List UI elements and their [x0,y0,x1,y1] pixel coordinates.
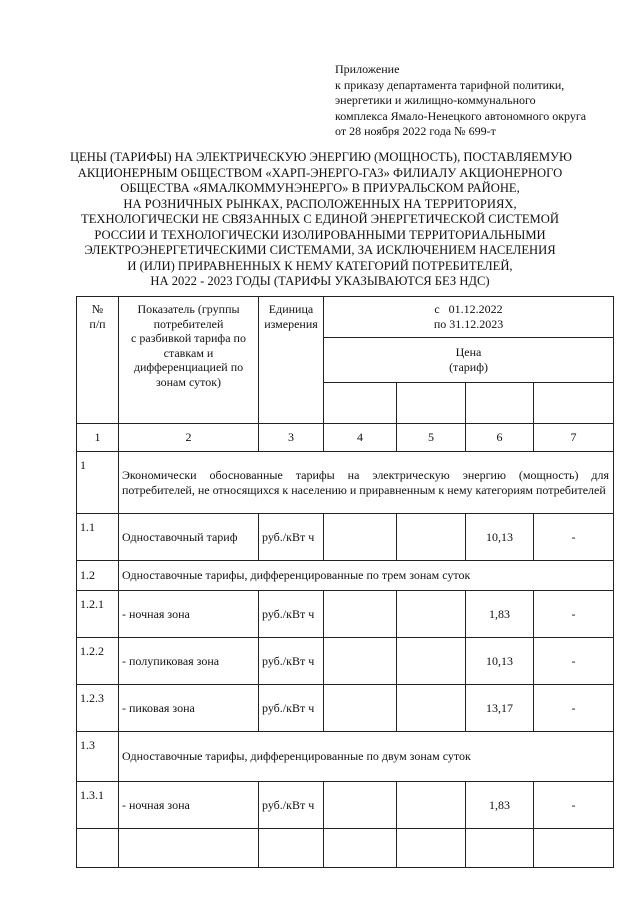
title-line: ТЕХНОЛОГИЧЕСКИ НЕ СВЯЗАННЫХ С ЕДИНОЙ ЭНЕРГЕТИЧЕСКОЙ СИСТЕМОЙ [81,212,559,226]
title-line: ЦЕНЫ (ТАРИФЫ) НА ЭЛЕКТРИЧЕСКУЮ ЭНЕРГИЮ (МОЩНОСТЬ), ПОСТАВЛЯЕМУЮ [70,150,572,164]
header-unit-line: Единица [268,302,314,316]
header-empty-cell [397,383,466,424]
header-price-line: (тариф) [449,360,488,374]
row-code: 1 [77,452,119,514]
header-period [324,297,614,338]
column-number: 1 [77,424,119,452]
table-row [77,591,614,638]
appendix-line: энергетики и жилищно-коммунального [335,93,536,107]
section-heading: Одноставочные тарифы, дифференцированные по двум зонам суток [119,732,614,782]
title-line: НА РОЗНИЧНЫХ РЫНКАХ, РАСПОЛОЖЕННЫХ НА ТЕРРИТОРИЯХ, [123,196,517,211]
table-row [77,732,614,782]
column-number: 4 [324,424,397,452]
column-number: 6 [466,424,534,452]
row-value-col4 [324,514,397,561]
header-empty-cell [534,383,614,424]
header-empty-cell [324,383,397,424]
section-heading: Одноставочные тарифы, дифференцированные по трем зонам суток [119,561,614,591]
table-row [77,561,614,591]
row-value-col7: - [534,685,614,732]
header-period-start: с 01.12.2022 [434,302,503,316]
title-line: РОССИИ И ТЕХНОЛОГИЧЕСКИ ИЗОЛИРОВАННЫМИ ТЕРРИТОРИАЛЬНЫМИ [94,227,546,242]
section-heading: Экономически обоснованные тарифы на электрическую энергию (мощность) для потребителей, не относящихся к населению и приравненным к нему категориям потребителей [119,452,614,514]
row-value-col5 [397,685,466,732]
empty-cell [119,829,259,868]
row-value-col5 [397,514,466,561]
header-price [324,338,614,383]
empty-cell [77,829,119,868]
row-value-col6: 13,17 [466,685,534,732]
row-value-col7: - [534,591,614,638]
empty-cell [466,829,534,868]
row-unit: руб./кВт ч [259,514,324,561]
row-value-col6: 10,13 [466,638,534,685]
header-indicator-line: зонам суток) [155,374,222,389]
appendix-line: Приложение [335,62,400,76]
row-unit: руб./кВт ч [259,591,324,638]
table-row-empty [77,829,614,868]
appendix-line: от 28 ноября 2022 года № 699-т [335,124,496,138]
row-value-col6: 1,83 [466,591,534,638]
column-number: 3 [259,424,324,452]
row-name: Одноставочный тариф [119,514,259,561]
row-value-col7: - [534,514,614,561]
header-price-line: Цена [455,345,482,359]
row-value-col4 [324,782,397,829]
row-value-col5 [397,782,466,829]
row-code: 1.2 [77,561,119,591]
row-value-col5 [397,638,466,685]
header-indicator-line: Показатель (группы [137,302,240,316]
table-row [77,782,614,829]
empty-cell [324,829,397,868]
row-value-col6: 10,13 [466,514,534,561]
header-indicator [119,297,259,424]
header-period-end: по 31.12.2023 [433,317,504,331]
row-value-col4 [324,591,397,638]
header-num [77,297,119,424]
row-unit: руб./кВт ч [259,782,324,829]
row-code: 1.2.1 [77,591,119,638]
row-value-col7: - [534,782,614,829]
column-number: 2 [119,424,259,452]
row-code: 1.3.1 [77,782,119,829]
header-indicator-line: с разбивкой тарифа по [131,331,246,345]
table-row [77,452,614,514]
appendix-block [335,62,625,140]
appendix-line: к приказу департамента тарифной политики, [335,77,565,92]
row-unit: руб./кВт ч [259,685,324,732]
empty-cell [534,829,614,868]
header-empty-cell [466,383,534,424]
row-name: - ночная зона [119,782,259,829]
title-line: И (ИЛИ) ПРИРАВНЕННЫХ К НЕМУ КАТЕГОРИЙ ПОТРЕБИТЕЛЕЙ, [127,258,513,273]
header-unit-line: измерения [264,316,318,331]
row-value-col5 [397,591,466,638]
column-number: 7 [534,424,614,452]
row-value-col7: - [534,638,614,685]
document-title [70,150,570,290]
column-number: 5 [397,424,466,452]
header-indicator-line: ставкам и [163,345,214,360]
row-code: 1.1 [77,514,119,561]
header-indicator-line: потребителей [153,316,224,331]
row-code: 1.2.3 [77,685,119,732]
header-num-line: № [91,302,104,316]
row-code: 1.3 [77,732,119,782]
row-value-col4 [324,638,397,685]
title-line: ОБЩЕСТВА «ЯМАЛКОММУНЭНЕРГО» В ПРИУРАЛЬСКОМ РАЙОНЕ, [120,181,520,195]
row-name: - полупиковая зона [119,638,259,685]
table-row [77,638,614,685]
header-num-line: п/п [89,316,106,331]
title-line: НА 2022 - 2023 ГОДЫ (ТАРИФЫ УКАЗЫВАЮТСЯ БЕЗ НДС) [150,274,490,288]
row-name: - пиковая зона [119,685,259,732]
header-unit [259,297,324,424]
table-row [77,514,614,561]
empty-cell [397,829,466,868]
appendix-line: комплекса Ямало-Ненецкого автономного округа [335,108,587,123]
tariff-table [76,296,614,868]
header-indicator-line: дифференциацией по [133,360,244,374]
empty-cell [259,829,324,868]
row-value-col4 [324,685,397,732]
table-row [77,685,614,732]
row-unit: руб./кВт ч [259,638,324,685]
row-name: - ночная зона [119,591,259,638]
title-line: ЭЛЕКТРОЭНЕРГЕТИЧЕСКИМИ СИСТЕМАМИ, ЗА ИСКЛЮЧЕНИЕМ НАСЕЛЕНИЯ [84,243,556,257]
row-code: 1.2.2 [77,638,119,685]
row-value-col6: 1,83 [466,782,534,829]
title-line: АКЦИОНЕРНЫМ ОБЩЕСТВОМ «ХАРП-ЭНЕРГО-ГАЗ» ФИЛИАЛУ АКЦИОНЕРНОГО [77,165,563,180]
